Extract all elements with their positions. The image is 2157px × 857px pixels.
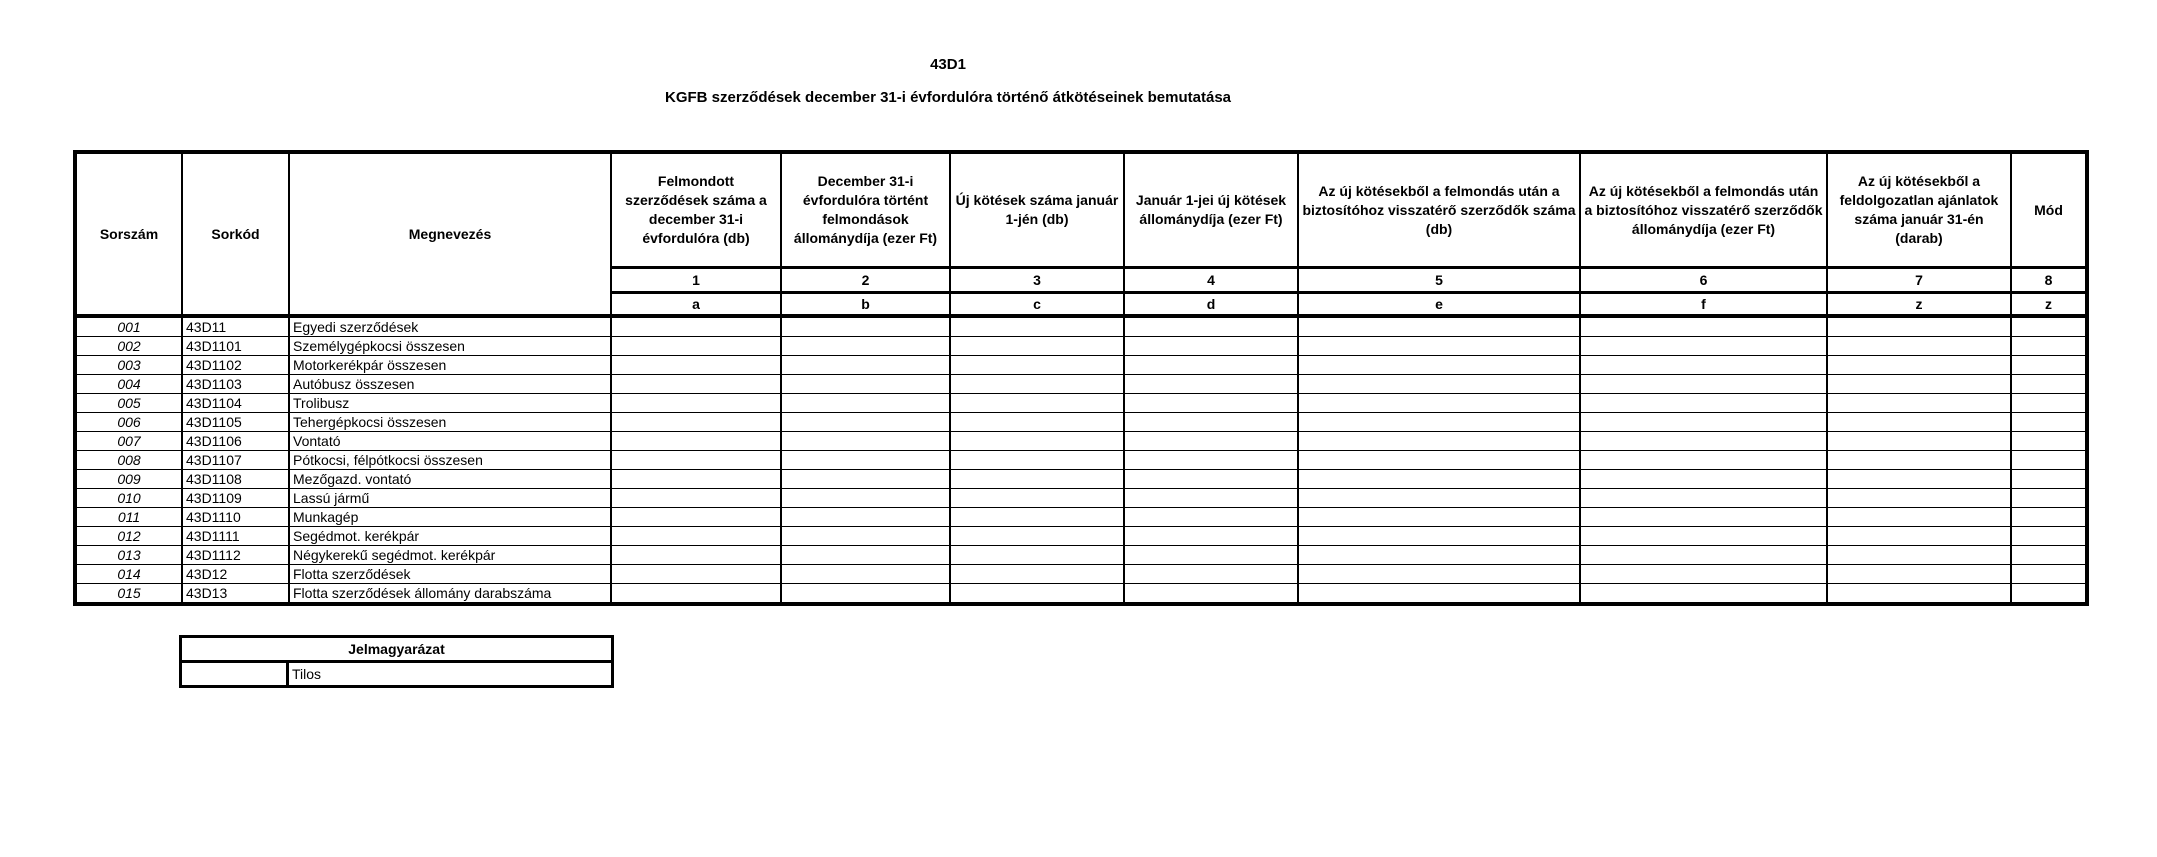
column-number-8: 8 [2011, 268, 2087, 293]
row-megnevezes: Motorkerékpár összesen [289, 356, 611, 375]
data-cell [1827, 508, 2011, 527]
data-cell [950, 316, 1124, 337]
data-cell [1298, 470, 1580, 489]
row-megnevezes: Munkagép [289, 508, 611, 527]
data-cell [611, 375, 781, 394]
row-sorkod: 43D1109 [182, 489, 289, 508]
data-cell [950, 489, 1124, 508]
data-cell [1580, 565, 1827, 584]
data-cell [1580, 451, 1827, 470]
column-letter-2: b [781, 293, 950, 317]
data-cell [1580, 316, 1827, 337]
data-cell [1580, 375, 1827, 394]
data-cell [950, 584, 1124, 605]
data-cell [2011, 394, 2087, 413]
header-megnevezes: Megnevezés [289, 152, 611, 316]
data-cell [1827, 356, 2011, 375]
data-cell [781, 470, 950, 489]
column-letter-3: c [950, 293, 1124, 317]
row-megnevezes: Lassú jármű [289, 489, 611, 508]
column-letter-5: e [1298, 293, 1580, 317]
table-row [75, 337, 2087, 356]
row-megnevezes: Tehergépkocsi összesen [289, 413, 611, 432]
row-megnevezes: Trolibusz [289, 394, 611, 413]
data-cell [950, 546, 1124, 565]
row-sorszam: 002 [75, 337, 182, 356]
row-sorszam: 006 [75, 413, 182, 432]
column-header-1: Felmondott szerződések száma a december 31-i évfordulóra (db) [611, 152, 781, 268]
table-row [75, 508, 2087, 527]
column-header-6: Az új kötésekből a felmondás után a biztosítóhoz visszatérő szerződők állománydíja (ezer Ft) [1580, 152, 1827, 268]
data-cell [1580, 394, 1827, 413]
row-sorkod: 43D1112 [182, 546, 289, 565]
report-table [73, 150, 2089, 606]
column-letter-7: z [1827, 293, 2011, 317]
data-cell [2011, 316, 2087, 337]
data-cell [950, 337, 1124, 356]
row-sorszam: 013 [75, 546, 182, 565]
data-cell [2011, 565, 2087, 584]
row-sorszam: 007 [75, 432, 182, 451]
data-cell [781, 432, 950, 451]
row-megnevezes: Flotta szerződések állomány darabszáma [289, 584, 611, 605]
row-sorszam: 004 [75, 375, 182, 394]
table-row [75, 546, 2087, 565]
data-cell [1124, 413, 1298, 432]
data-cell [2011, 451, 2087, 470]
data-cell [950, 375, 1124, 394]
table-row [75, 356, 2087, 375]
data-cell [1298, 489, 1580, 508]
row-sorkod: 43D1111 [182, 527, 289, 546]
column-header-2: December 31-i évfordulóra történt felmondások állománydíja (ezer Ft) [781, 152, 950, 268]
column-header-3: Új kötések száma január 1-jén (db) [950, 152, 1124, 268]
data-cell [950, 432, 1124, 451]
data-cell [1124, 527, 1298, 546]
data-cell [2011, 470, 2087, 489]
row-sorszam: 005 [75, 394, 182, 413]
row-megnevezes: Autóbusz összesen [289, 375, 611, 394]
data-cell [1580, 527, 1827, 546]
data-cell [611, 413, 781, 432]
data-cell [781, 394, 950, 413]
column-number-5: 5 [1298, 268, 1580, 293]
data-cell [1580, 337, 1827, 356]
data-cell [611, 584, 781, 605]
data-cell [1124, 489, 1298, 508]
data-cell [781, 508, 950, 527]
data-cell [1124, 508, 1298, 527]
row-sorszam: 001 [75, 316, 182, 337]
data-cell [950, 451, 1124, 470]
data-cell [781, 546, 950, 565]
data-cell [1827, 337, 2011, 356]
data-cell [950, 527, 1124, 546]
data-cell [950, 565, 1124, 584]
row-sorkod: 43D1108 [182, 470, 289, 489]
data-cell [1580, 356, 1827, 375]
data-cell [611, 565, 781, 584]
data-cell [1124, 584, 1298, 605]
data-cell [1124, 337, 1298, 356]
column-header-4: Január 1-jei új kötések állománydíja (ezer Ft) [1124, 152, 1298, 268]
data-cell [1298, 584, 1580, 605]
row-megnevezes: Pótkocsi, félpótkocsi összesen [289, 451, 611, 470]
data-cell [781, 565, 950, 584]
data-cell [781, 316, 950, 337]
legend-table [179, 635, 614, 688]
table-row [75, 489, 2087, 508]
data-cell [1580, 546, 1827, 565]
legend-swatch [181, 662, 288, 687]
legend-title: Jelmagyarázat [181, 637, 613, 662]
data-cell [1827, 316, 2011, 337]
data-cell [781, 489, 950, 508]
data-cell [1298, 432, 1580, 451]
column-letter-8: z [2011, 293, 2087, 317]
row-sorkod: 43D1106 [182, 432, 289, 451]
data-cell [950, 508, 1124, 527]
table-row [75, 565, 2087, 584]
data-cell [2011, 356, 2087, 375]
column-number-1: 1 [611, 268, 781, 293]
data-cell [1298, 565, 1580, 584]
row-sorkod: 43D11 [182, 316, 289, 337]
data-cell [1298, 356, 1580, 375]
column-number-6: 6 [1580, 268, 1827, 293]
data-cell [1827, 546, 2011, 565]
data-cell [1298, 451, 1580, 470]
data-cell [1827, 527, 2011, 546]
document-title: KGFB szerződések december 31-i évfordulóra történő átkötéseinek bemutatása [664, 89, 1231, 106]
row-sorszam: 008 [75, 451, 182, 470]
data-cell [781, 527, 950, 546]
data-cell [1827, 432, 2011, 451]
row-sorkod: 43D1105 [182, 413, 289, 432]
data-cell [1827, 470, 2011, 489]
data-cell [2011, 413, 2087, 432]
row-sorszam: 015 [75, 584, 182, 605]
header-sorszam: Sorszám [75, 152, 182, 316]
row-sorkod: 43D1110 [182, 508, 289, 527]
data-cell [2011, 337, 2087, 356]
table-row [75, 527, 2087, 546]
row-megnevezes: Vontató [289, 432, 611, 451]
data-cell [1580, 489, 1827, 508]
data-cell [781, 413, 950, 432]
data-cell [781, 337, 950, 356]
data-cell [2011, 432, 2087, 451]
data-cell [1124, 451, 1298, 470]
column-header-5: Az új kötésekből a felmondás után a biztosítóhoz visszatérő szerződők száma (db) [1298, 152, 1580, 268]
data-cell [1827, 565, 2011, 584]
data-cell [2011, 546, 2087, 565]
column-letter-4: d [1124, 293, 1298, 317]
data-cell [2011, 489, 2087, 508]
row-sorkod: 43D1102 [182, 356, 289, 375]
row-sorszam: 012 [75, 527, 182, 546]
column-number-7: 7 [1827, 268, 2011, 293]
data-cell [1124, 546, 1298, 565]
data-cell [1298, 394, 1580, 413]
row-sorszam: 011 [75, 508, 182, 527]
table-row [75, 394, 2087, 413]
column-letter-6: f [1580, 293, 1827, 317]
data-cell [611, 316, 781, 337]
data-cell [1124, 356, 1298, 375]
row-sorkod: 43D12 [182, 565, 289, 584]
data-cell [781, 451, 950, 470]
data-cell [611, 546, 781, 565]
data-cell [1580, 432, 1827, 451]
header-sorkod: Sorkód [182, 152, 289, 316]
row-sorkod: 43D1101 [182, 337, 289, 356]
data-cell [1298, 546, 1580, 565]
data-cell [781, 584, 950, 605]
column-header-7: Az új kötésekből a feldolgozatlan ajánlatok száma január 31-én (darab) [1827, 152, 2011, 268]
column-number-3: 3 [950, 268, 1124, 293]
data-cell [611, 432, 781, 451]
data-cell [1124, 432, 1298, 451]
table-row [75, 584, 2087, 605]
row-sorszam: 003 [75, 356, 182, 375]
row-sorszam: 010 [75, 489, 182, 508]
data-cell [1580, 413, 1827, 432]
data-cell [1124, 470, 1298, 489]
row-megnevezes: Egyedi szerződések [289, 316, 611, 337]
data-cell [1298, 508, 1580, 527]
data-cell [1298, 337, 1580, 356]
data-cell [1827, 394, 2011, 413]
table-row [75, 451, 2087, 470]
data-cell [2011, 375, 2087, 394]
row-sorszam: 014 [75, 565, 182, 584]
data-cell [781, 356, 950, 375]
data-cell [611, 527, 781, 546]
row-sorkod: 43D1103 [182, 375, 289, 394]
data-cell [611, 394, 781, 413]
data-cell [781, 375, 950, 394]
data-cell [2011, 527, 2087, 546]
data-cell [2011, 584, 2087, 605]
data-cell [611, 451, 781, 470]
table-row [75, 413, 2087, 432]
data-cell [2011, 508, 2087, 527]
row-megnevezes: Flotta szerződések [289, 565, 611, 584]
data-cell [1298, 375, 1580, 394]
data-cell [1827, 489, 2011, 508]
data-cell [1298, 527, 1580, 546]
column-letter-1: a [611, 293, 781, 317]
table-row [75, 432, 2087, 451]
data-cell [1298, 413, 1580, 432]
data-cell [1827, 413, 2011, 432]
legend-item-label: Tilos [288, 662, 613, 687]
table-row [75, 316, 2087, 337]
row-sorkod: 43D13 [182, 584, 289, 605]
data-cell [1580, 508, 1827, 527]
column-header-8: Mód [2011, 152, 2087, 268]
data-cell [611, 470, 781, 489]
data-cell [1124, 565, 1298, 584]
data-cell [1298, 316, 1580, 337]
data-cell [1827, 375, 2011, 394]
column-number-2: 2 [781, 268, 950, 293]
data-cell [1827, 451, 2011, 470]
row-megnevezes: Személygépkocsi összesen [289, 337, 611, 356]
data-cell [1124, 316, 1298, 337]
data-cell [1580, 584, 1827, 605]
header-row [75, 152, 2087, 268]
data-cell [611, 508, 781, 527]
table-row [75, 375, 2087, 394]
row-megnevezes: Mezőgazd. vontató [289, 470, 611, 489]
data-cell [950, 413, 1124, 432]
row-sorszam: 009 [75, 470, 182, 489]
column-number-4: 4 [1124, 268, 1298, 293]
data-cell [950, 394, 1124, 413]
data-cell [611, 337, 781, 356]
row-megnevezes: Négykerekű segédmot. kerékpár [289, 546, 611, 565]
row-sorkod: 43D1107 [182, 451, 289, 470]
row-megnevezes: Segédmot. kerékpár [289, 527, 611, 546]
data-cell [611, 489, 781, 508]
data-cell [611, 356, 781, 375]
data-cell [1124, 375, 1298, 394]
data-cell [950, 470, 1124, 489]
table-row [75, 470, 2087, 489]
data-cell [1124, 394, 1298, 413]
document-code: 43D1 [930, 56, 966, 73]
data-cell [1580, 470, 1827, 489]
row-sorkod: 43D1104 [182, 394, 289, 413]
data-cell [950, 356, 1124, 375]
data-cell [1827, 584, 2011, 605]
